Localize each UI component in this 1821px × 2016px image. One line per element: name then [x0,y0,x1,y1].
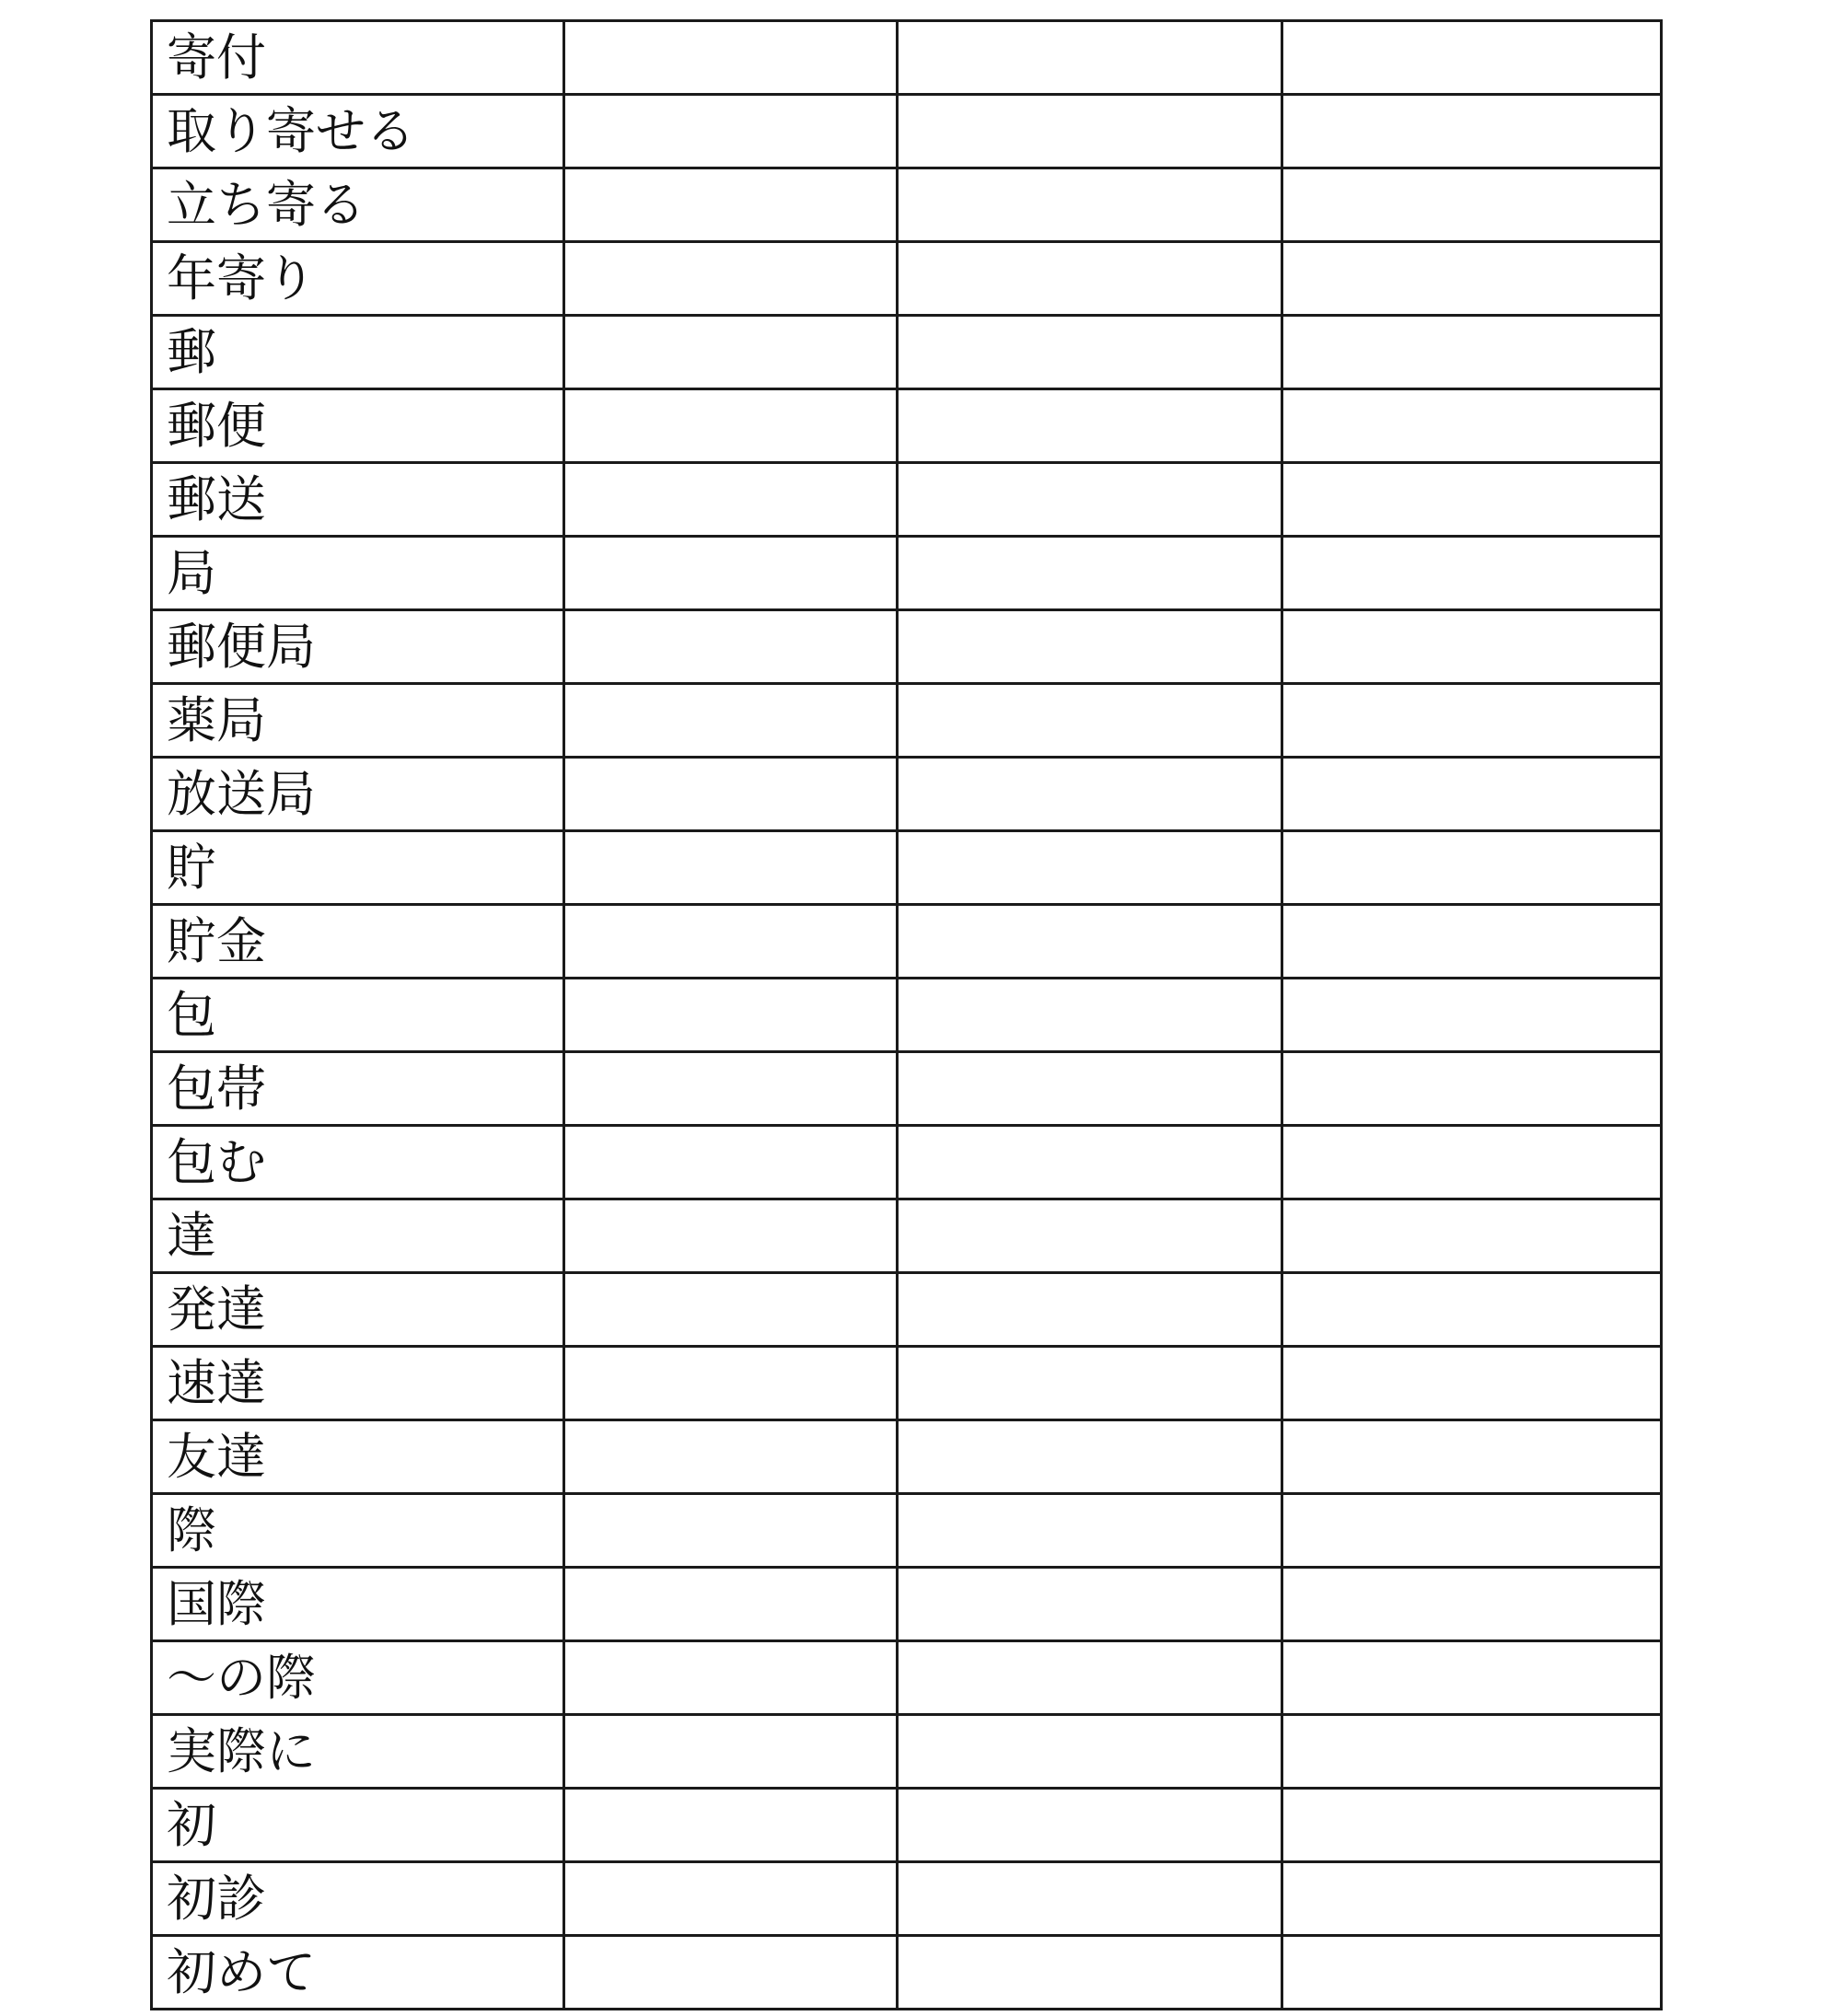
answer-cell-notes [1282,1347,1662,1420]
table-row [152,1862,1662,1936]
answer-cell-reading [564,242,898,316]
term-text: 包帯 [167,1059,266,1118]
term-cell [152,684,564,758]
table-row [152,1936,1662,2010]
term-cell [152,316,564,389]
answer-cell-reading [564,463,898,537]
term-cell [152,1568,564,1641]
answer-cell-meaning [898,1126,1282,1199]
answer-cell-reading [564,1199,898,1273]
term-text: 国際 [167,1574,266,1633]
table-row [152,463,1662,537]
answer-cell-meaning [898,758,1282,831]
table-row [152,537,1662,610]
term-text: 郵送 [167,469,266,528]
answer-cell-notes [1282,1199,1662,1273]
answer-cell-meaning [898,684,1282,758]
table-row [152,1715,1662,1789]
worksheet-body [152,21,1662,2010]
term-text: 包 [167,985,216,1044]
term-text: 貯 [167,838,216,897]
term-text: 取り寄せる [167,101,415,160]
term-cell [152,1199,564,1273]
answer-cell-notes [1282,463,1662,537]
term-text: 薬局 [167,690,266,749]
answer-cell-notes [1282,758,1662,831]
table-row [152,610,1662,684]
answer-cell-reading [564,95,898,168]
term-cell [152,1273,564,1347]
table-row [152,1789,1662,1862]
answer-cell-reading [564,21,898,95]
table-row [152,1641,1662,1715]
answer-cell-notes [1282,1936,1662,2010]
answer-cell-reading [564,1568,898,1641]
term-cell [152,242,564,316]
term-cell [152,1936,564,2010]
answer-cell-reading [564,1126,898,1199]
answer-cell-meaning [898,168,1282,242]
answer-cell-meaning [898,316,1282,389]
answer-cell-notes [1282,21,1662,95]
answer-cell-notes [1282,1715,1662,1789]
answer-cell-notes [1282,1862,1662,1936]
answer-cell-meaning [898,242,1282,316]
term-cell [152,1420,564,1494]
answer-cell-notes [1282,537,1662,610]
table-row [152,1126,1662,1199]
term-cell [152,1789,564,1862]
answer-cell-notes [1282,1494,1662,1568]
term-cell [152,537,564,610]
term-cell [152,168,564,242]
answer-cell-meaning [898,21,1282,95]
answer-cell-notes [1282,1420,1662,1494]
table-row [152,831,1662,905]
answer-cell-meaning [898,905,1282,979]
answer-cell-notes [1282,316,1662,389]
table-row [152,316,1662,389]
answer-cell-notes [1282,389,1662,463]
term-text: 年寄り [167,249,316,307]
answer-cell-reading [564,316,898,389]
answer-cell-reading [564,1715,898,1789]
term-cell [152,1641,564,1715]
term-cell [152,463,564,537]
answer-cell-meaning [898,1494,1282,1568]
answer-cell-meaning [898,1936,1282,2010]
table-row [152,242,1662,316]
answer-cell-reading [564,1273,898,1347]
term-cell [152,1126,564,1199]
term-text: 発達 [167,1280,266,1338]
table-row [152,1347,1662,1420]
table-row [152,1273,1662,1347]
term-text: 達 [167,1206,216,1265]
answer-cell-reading [564,1420,898,1494]
term-cell [152,389,564,463]
term-text: ～の際 [167,1648,316,1707]
answer-cell-meaning [898,1641,1282,1715]
answer-cell-meaning [898,610,1282,684]
answer-cell-notes [1282,95,1662,168]
answer-cell-meaning [898,1052,1282,1126]
answer-cell-reading [564,1641,898,1715]
answer-cell-reading [564,168,898,242]
answer-cell-notes [1282,905,1662,979]
answer-cell-reading [564,1936,898,2010]
answer-cell-meaning [898,979,1282,1052]
term-cell [152,1347,564,1420]
answer-cell-notes [1282,1789,1662,1862]
term-text: 初めて [167,1942,316,2001]
answer-cell-meaning [898,537,1282,610]
term-text: 速達 [167,1353,266,1412]
answer-cell-notes [1282,1126,1662,1199]
answer-cell-reading [564,1494,898,1568]
answer-cell-notes [1282,1273,1662,1347]
answer-cell-meaning [898,1347,1282,1420]
answer-cell-notes [1282,979,1662,1052]
table-row [152,1494,1662,1568]
table-row [152,1052,1662,1126]
answer-cell-reading [564,537,898,610]
answer-cell-notes [1282,168,1662,242]
answer-cell-notes [1282,610,1662,684]
term-cell [152,1862,564,1936]
table-row [152,1568,1662,1641]
answer-cell-meaning [898,1715,1282,1789]
term-text: 放送局 [167,764,316,823]
term-cell [152,610,564,684]
table-row [152,168,1662,242]
answer-cell-reading [564,1789,898,1862]
term-text: 包む [167,1132,266,1191]
term-cell [152,1052,564,1126]
term-cell [152,1715,564,1789]
table-row [152,979,1662,1052]
answer-cell-meaning [898,463,1282,537]
answer-cell-notes [1282,831,1662,905]
answer-cell-meaning [898,831,1282,905]
term-text: 友達 [167,1427,266,1486]
vocabulary-worksheet-table [150,19,1663,2010]
table-row [152,905,1662,979]
answer-cell-notes [1282,1568,1662,1641]
answer-cell-meaning [898,1273,1282,1347]
answer-cell-notes [1282,1641,1662,1715]
term-text: 郵 [167,322,216,381]
table-row [152,95,1662,168]
table-row [152,1420,1662,1494]
answer-cell-meaning [898,1420,1282,1494]
answer-cell-reading [564,389,898,463]
answer-cell-reading [564,831,898,905]
table-row [152,389,1662,463]
table-row [152,758,1662,831]
answer-cell-meaning [898,1862,1282,1936]
term-text: 局 [167,543,216,602]
term-text: 貯金 [167,911,266,970]
term-text: 実際に [167,1721,316,1780]
answer-cell-meaning [898,95,1282,168]
answer-cell-notes [1282,242,1662,316]
answer-cell-notes [1282,1052,1662,1126]
term-text: 際 [167,1500,216,1559]
table-row [152,1199,1662,1273]
answer-cell-reading [564,979,898,1052]
answer-cell-reading [564,1347,898,1420]
answer-cell-meaning [898,389,1282,463]
term-cell [152,831,564,905]
answer-cell-notes [1282,684,1662,758]
answer-cell-reading [564,758,898,831]
term-text: 郵便局 [167,617,316,676]
answer-cell-reading [564,905,898,979]
answer-cell-reading [564,1052,898,1126]
term-text: 初診 [167,1869,266,1928]
term-cell [152,905,564,979]
answer-cell-reading [564,684,898,758]
table-row [152,684,1662,758]
table-row [152,21,1662,95]
term-text: 初 [167,1795,216,1854]
answer-cell-reading [564,1862,898,1936]
answer-cell-meaning [898,1199,1282,1273]
term-cell [152,979,564,1052]
answer-cell-meaning [898,1568,1282,1641]
term-text: 郵便 [167,396,266,455]
term-text: 寄付 [167,28,266,87]
term-cell [152,758,564,831]
term-cell [152,21,564,95]
term-cell [152,1494,564,1568]
answer-cell-reading [564,610,898,684]
term-text: 立ち寄る [167,175,365,234]
term-cell [152,95,564,168]
answer-cell-meaning [898,1789,1282,1862]
